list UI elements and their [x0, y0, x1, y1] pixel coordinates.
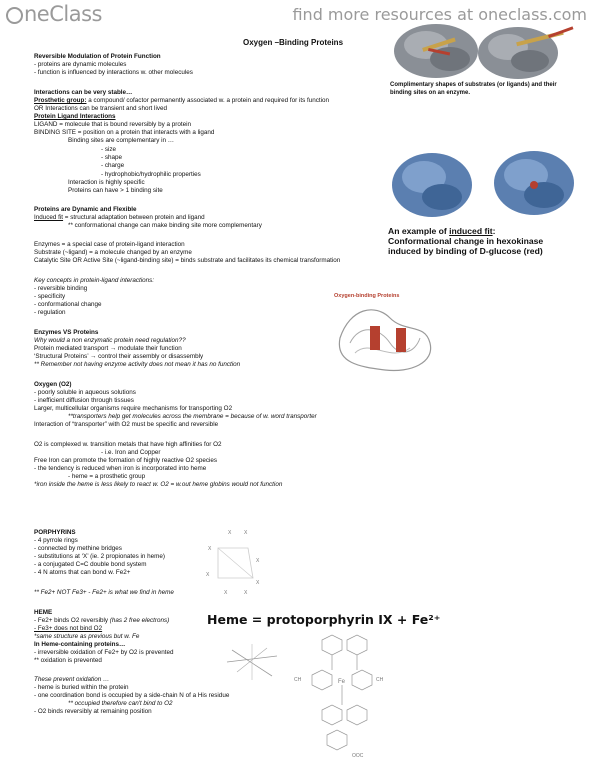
induced-fit-caption: An example of induced fit: Conformational change in hexokinase induced by binding of D-glucose (red): [388, 226, 544, 256]
svg-text:X: X: [256, 558, 260, 564]
line: Key concepts in protein-ligand interactions:: [34, 277, 155, 284]
line: ** oxidation is prevented: [34, 657, 102, 664]
line: **transporters help get molecules across the membrane = because of w. word transporter: [68, 413, 317, 420]
line: - connected by methine bridges: [34, 545, 122, 552]
line: ** Remember not having enzyme activity does not mean it has no function: [34, 361, 241, 368]
line: - irreversible oxidation of Fe2+ by O2 is prevented: [34, 649, 174, 656]
svg-text:X: X: [206, 572, 210, 578]
svg-text:X: X: [244, 530, 248, 536]
svg-text:X: X: [224, 590, 228, 596]
line: ** occupied therefore can't bind to O2: [68, 700, 173, 707]
line: *same structure as previous but w. Fe: [34, 633, 140, 640]
line: - Fe3+ does not bind O2: [34, 625, 103, 632]
line: Protein Ligand Interactions: [34, 113, 116, 120]
line: Oxygen (O2): [34, 381, 72, 388]
line: - proteins are dynamic molecules: [34, 61, 127, 68]
line: - heme is buried within the protein: [34, 684, 129, 691]
line: - regulation: [34, 309, 66, 316]
heme-sketch: [222, 642, 282, 682]
line: - inefficient diffusion through tissues: [34, 397, 134, 404]
line: - shape: [101, 154, 123, 161]
line: - hydrophobic/hydrophilic properties: [101, 171, 201, 178]
line: Prosthetic group: a compound/ cofactor permanently associated w. a protein and required for its function: [34, 97, 330, 104]
svg-text:CH: CH: [294, 677, 302, 683]
line: - reversible binding: [34, 285, 88, 292]
line: - O2 binds reversibly at remaining position: [34, 708, 152, 715]
line: Protein mediated transport → modulate their function: [34, 345, 182, 352]
svg-text:X: X: [228, 530, 232, 536]
line: - Fe2+ binds O2 reversibly (has 2 free electrons): [34, 617, 170, 624]
line: Induced fit = structural adaptation between protein and ligand: [34, 214, 205, 221]
line: - i.e. Iron and Copper: [101, 449, 161, 456]
hexokinase-image: [384, 145, 584, 223]
line: OR Interactions can be transient and short lived: [34, 105, 168, 112]
heme-structure: [292, 625, 392, 765]
svg-text:CH: CH: [376, 677, 384, 683]
line: - one coordination bond is occupied by a side-chain N of a His residue: [34, 692, 230, 699]
svg-text:X: X: [208, 546, 212, 552]
oxygen-binding-protein-image: [330, 298, 440, 378]
line: Larger, multicellular organisms require mechanisms for transporting O2: [34, 405, 233, 412]
line: HEME: [34, 609, 53, 616]
line: - a conjugated C=C double bond system: [34, 561, 147, 568]
find-more-link[interactable]: find more resources at oneclass.com: [292, 5, 587, 24]
line: These prevent oxidation …: [34, 676, 110, 683]
line: PORPHYRINS: [34, 529, 76, 536]
line: Interactions can be very stable…: [34, 89, 133, 96]
line: - specificity: [34, 293, 66, 300]
line: *iron inside the heme is less likely to react w. O2 = w.out heme globins would not function: [34, 481, 283, 488]
line: Substrate (~ligand) = a molecule changed by an enzyme: [34, 249, 192, 256]
porphyrin-structure: [198, 528, 268, 598]
line: - size: [101, 146, 117, 153]
substrate-shapes-caption: Complimentary shapes of substrates (or ligands) and their binding sites on an enzyme.: [390, 82, 557, 96]
line: In Heme-containing proteins…: [34, 641, 126, 648]
svg-text:X: X: [244, 590, 248, 596]
line: - conformational change: [34, 301, 102, 308]
page-title: Oxygen –Binding Proteins: [243, 38, 344, 47]
line: Catalytic Site OR Active Site (~ligand-binding site) = binds substrate and facilitates its chemical transformation: [34, 257, 341, 264]
line: Binding sites are complementary in …: [68, 137, 175, 144]
line: ‘Structural Proteins’ → control their assembly or disassembly: [34, 353, 204, 360]
line: - 4 pyrrole rings: [34, 537, 78, 544]
line: - 4 N atoms that can bond w. Fe2+: [34, 569, 131, 576]
svg-text:X: X: [256, 580, 260, 586]
line: - function is influenced by interactions w. other molecules: [34, 69, 193, 76]
line: - the tendency is reduced when iron is incorporated into heme: [34, 465, 207, 472]
line: Interaction is highly specific: [68, 179, 145, 186]
line: Free Iron can promote the formation of highly reactive O2 species: [34, 457, 218, 464]
svg-text:Fe: Fe: [338, 679, 346, 685]
line: Proteins are Dynamic and Flexible: [34, 206, 137, 213]
line: LIGAND = molecule that is bound reversibly by a protein: [34, 121, 191, 128]
substrate-shapes-image: [388, 17, 583, 81]
line: Interaction of “transporter” with O2 must be specific and reversible: [34, 421, 219, 428]
line: O2 is complexed w. transition metals that have high affinities for O2: [34, 441, 222, 448]
oneclass-logo[interactable]: neClass: [6, 2, 102, 26]
line: Proteins can have > 1 binding site: [68, 187, 163, 194]
line: - heme = a prosthetic group: [68, 473, 146, 480]
logo-o-icon: [6, 7, 23, 24]
line: - poorly soluble in aqueous solutions: [34, 389, 136, 396]
line: BINDING SITE = position on a protein that interacts with a ligand: [34, 129, 215, 136]
line: - charge: [101, 162, 125, 169]
svg-text:OOC: OOC: [352, 753, 364, 759]
line: ** Fe2+ NOT Fe3+ - Fe2+ is what we find in heme: [34, 589, 174, 596]
heme-equation: Heme = protoporphyrin IX + Fe²⁺: [207, 612, 441, 627]
line: Reversible Modulation of Protein Function: [34, 53, 161, 60]
line: Enzymes = a special case of protein-ligand interaction: [34, 241, 185, 248]
line: Why would a non enzymatic protein need regulation??: [34, 337, 186, 344]
oxygen-binding-label: Oxygen-binding Proteins: [334, 293, 400, 299]
line: - substitutions at ‘X’ (ie. 2 propionates in heme): [34, 553, 166, 560]
line: ** conformational change can make binding site more complementary: [68, 222, 262, 229]
line: Enzymes VS Proteins: [34, 329, 99, 336]
